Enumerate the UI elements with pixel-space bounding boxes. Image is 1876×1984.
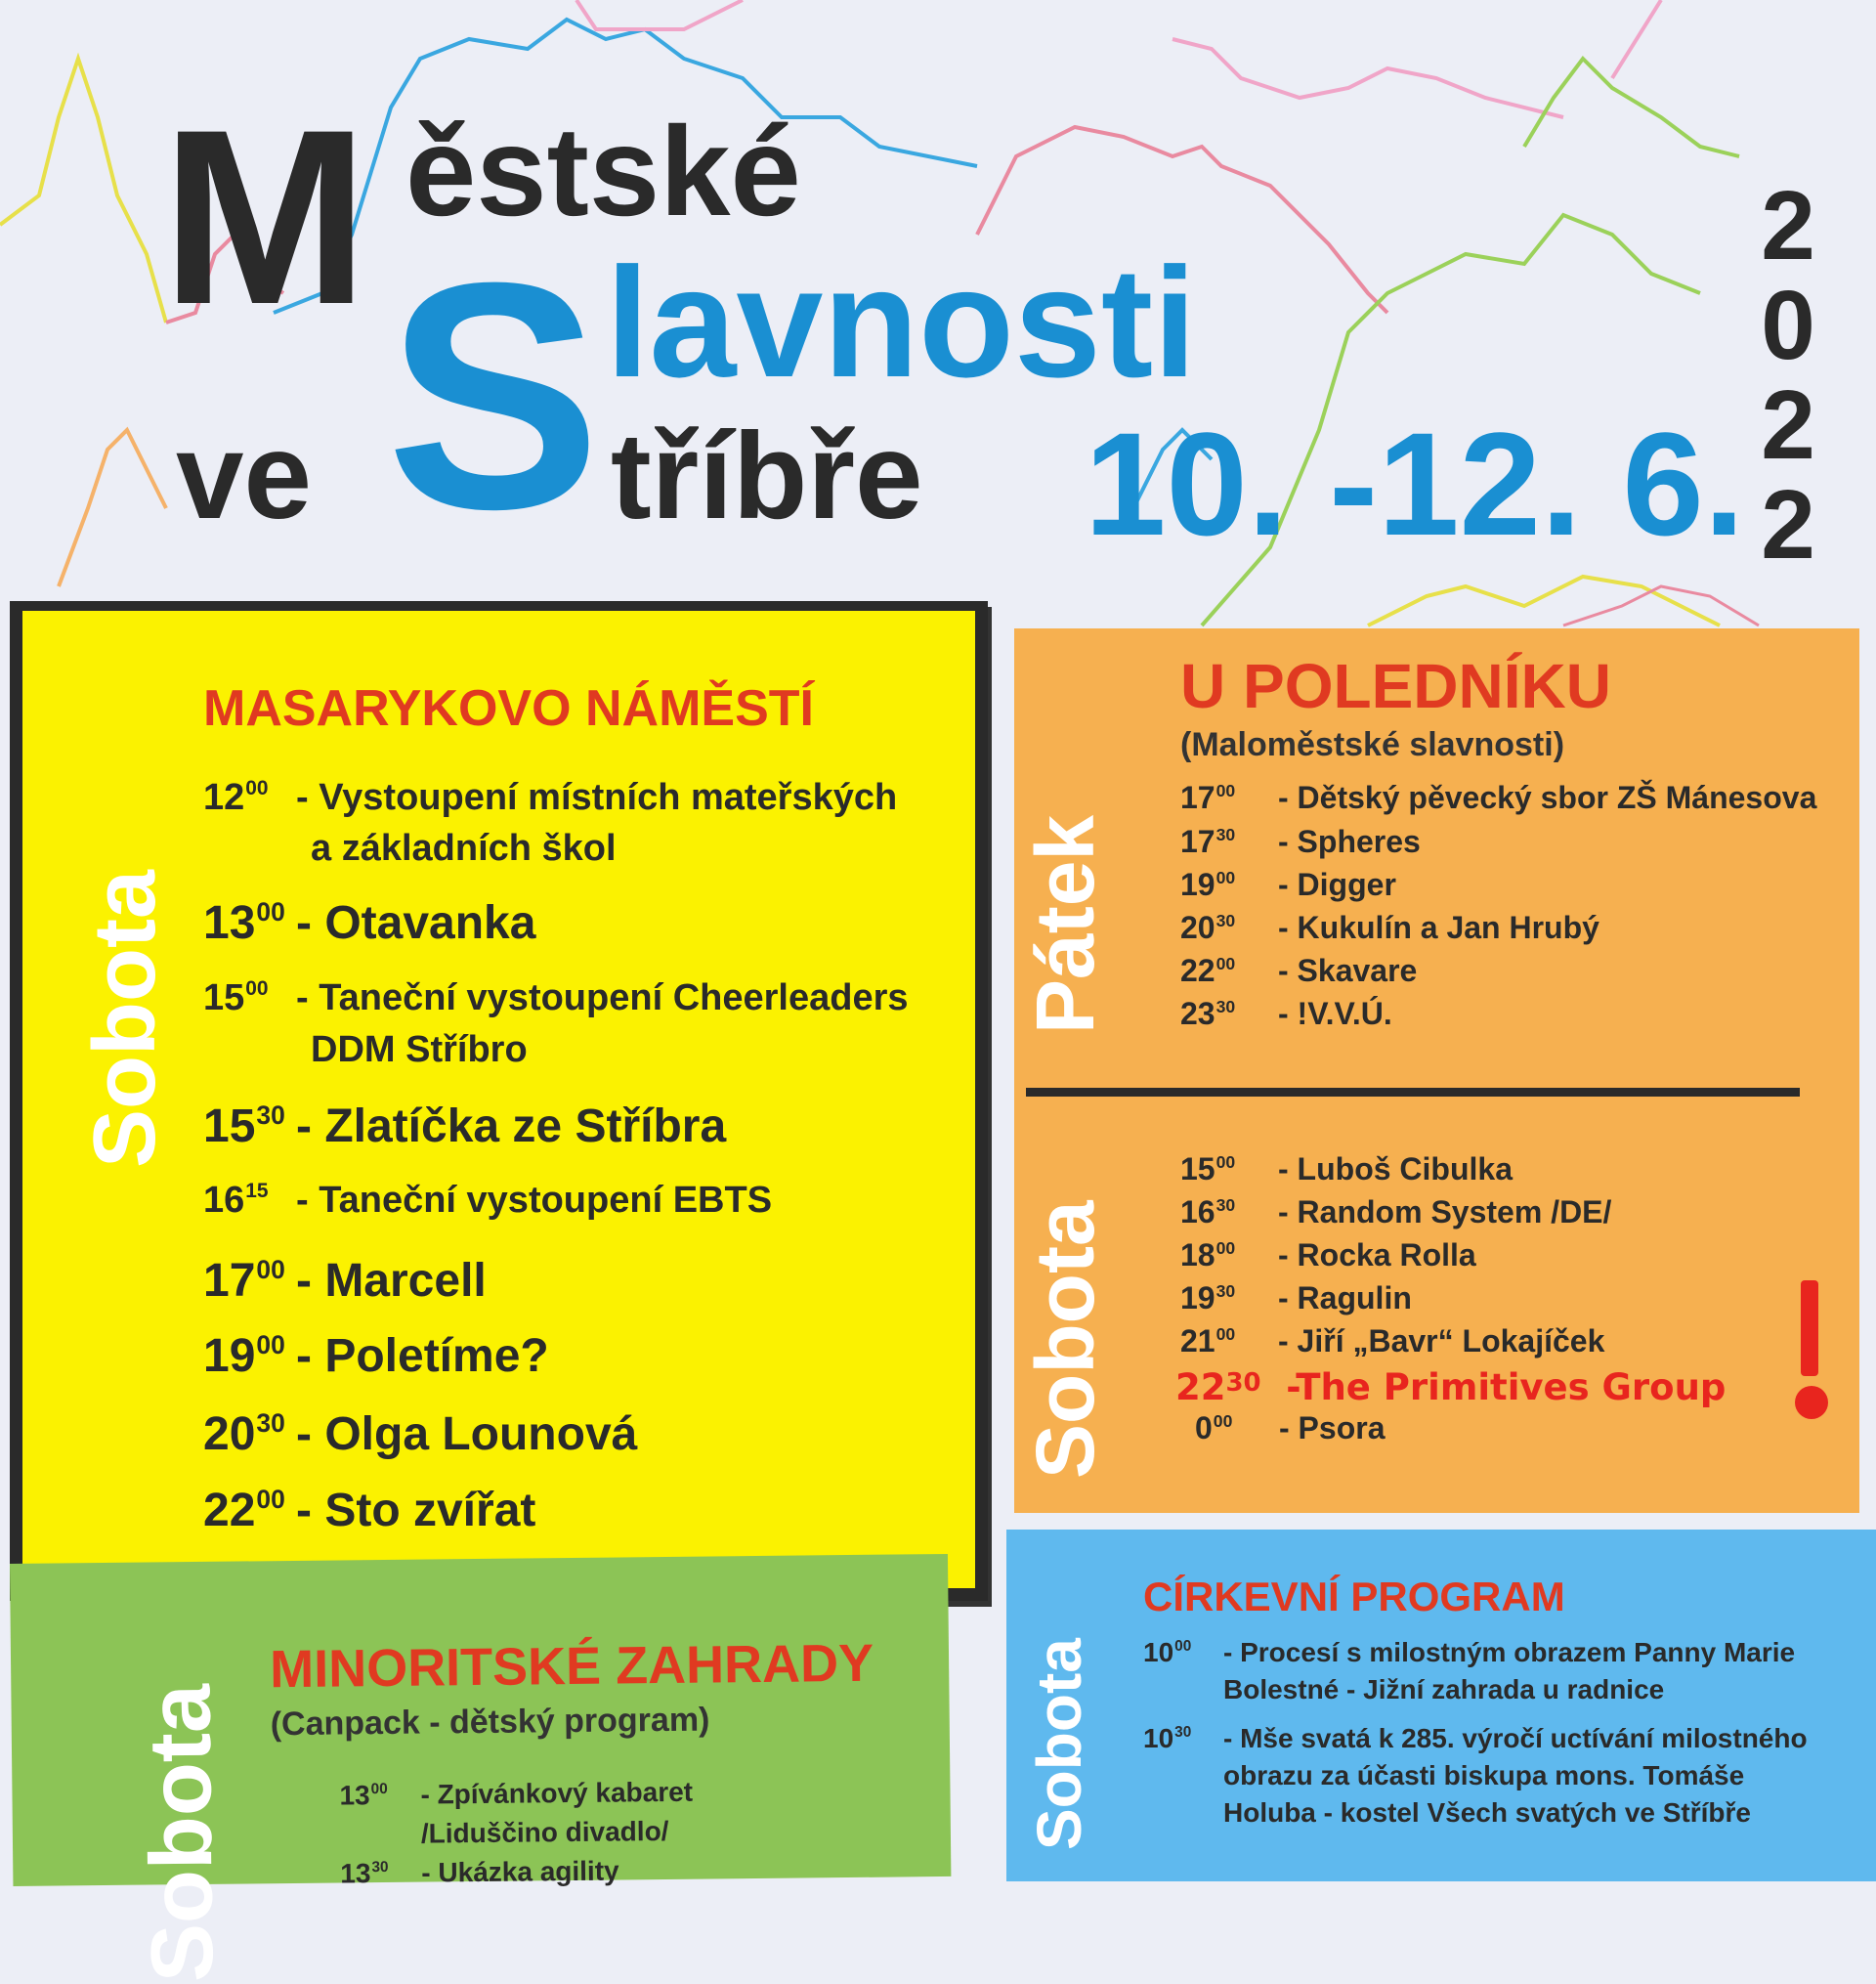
event-text: - Rocka Rolla [1278,1237,1476,1272]
event-text: - Ragulin [1278,1280,1412,1315]
list-item [339,1777,693,1812]
time-label: $15^{00}$ [203,977,269,1018]
event-text: - Procesí s milostným obrazem Panny Marie [1223,1637,1796,1667]
event-text: - Taneční vystoupení Cheerleaders [296,977,909,1018]
festival-year [1744,171,1832,580]
day-label-sobota: Sobota [131,1683,233,1983]
panel-subtitle: (Maloměstské slavnosti) [1180,726,1565,763]
list-item [1143,1637,1795,1668]
event-text: - Otavanka [296,897,536,949]
list-item [1180,867,1396,903]
time-label: $16^{15}$ [203,1180,269,1221]
title-letter-m: M [161,78,369,357]
event-text: - Ukázka agility [421,1855,619,1888]
time-label: $20^{30}$ [1180,910,1236,945]
time-label: $17^{30}$ [1180,824,1236,859]
event-text: - Marcell [296,1255,487,1307]
list-item [203,977,909,1019]
time-label: $16^{30}$ [1180,1194,1236,1229]
day-label-patek: Pátek [1019,814,1111,1034]
event-text: DDM Stříbro [311,1029,528,1070]
time-label: $19^{00}$ [203,1329,285,1382]
day-label-sobota: Sobota [1024,1638,1094,1850]
panel-masarykovo-namesti [10,601,988,1601]
list-item [1223,1760,1744,1791]
day-label-sobota: Sobota [76,870,174,1168]
highlight-row: $22^{30}$ -The Primitives Group [1175,1366,1727,1408]
list-item [203,1407,637,1461]
event-text: - Spheres [1278,824,1421,859]
event-text: - Luboš Cibulka [1278,1151,1513,1186]
event-text: - Kukulín a Jan Hrubý [1278,910,1599,945]
panel-subtitle: (Canpack - dětský program) [270,1701,710,1744]
list-item [203,1100,726,1153]
year-digit: 0 [1761,271,1815,380]
day-label-sobota: Sobota [1019,1200,1111,1479]
event-text: - Sto zvířat [296,1485,536,1536]
event-text: Bolestné - Jižní zahrada u radnice [1223,1674,1665,1704]
list-item [1180,1280,1412,1316]
time-label: $19^{30}$ [1180,1280,1236,1315]
time-label: $22^{00}$ [203,1484,285,1536]
title-word-mestske: ěstské [405,100,801,242]
list-item [203,1254,487,1308]
event-text: - Random System /DE/ [1278,1194,1612,1229]
list-item [1180,824,1421,860]
list-item [1180,1323,1604,1359]
list-item [1223,1797,1751,1829]
list-item [203,777,897,819]
time-label: $21^{00}$ [1180,1323,1236,1359]
list-item [1180,1237,1476,1273]
time-label: $10^{30}$ [1143,1723,1192,1753]
time-label: $10^{00}$ [1143,1637,1192,1667]
event-text: - Zpívánkový kabaret [420,1776,694,1810]
time-label: $12^{00}$ [203,777,269,818]
event-text: - Dětský pěvecký sbor ZŠ Mánesova [1278,780,1817,815]
list-item: $0^{00}$ - Psora [1195,1410,1386,1445]
event-text: - Mše svatá k 285. výročí uctívání milostného [1223,1723,1808,1753]
time-label: $18^{00}$ [1180,1237,1236,1272]
time-label: $19^{00}$ [1180,867,1236,902]
list-item [203,1329,549,1383]
time-label: $15^{30}$ [203,1100,285,1152]
list-item [1180,910,1599,946]
list-item [421,1816,669,1850]
time-label: $22^{00}$ [1180,953,1236,988]
list-item [1180,1194,1611,1230]
list-item [203,896,535,950]
time-label: $15^{00}$ [1180,1151,1236,1186]
event-text: - !V.V.Ú. [1278,996,1392,1031]
list-item [203,1484,535,1537]
list-item [203,1180,772,1222]
list-item [340,1855,619,1889]
panel-u-poledniku [1014,628,1859,1513]
event-text: - Vystoupení místních mateřských [296,777,898,818]
title-word-ve: ve [176,409,313,544]
time-label: $17^{00}$ [1180,780,1236,815]
festival-dates: 10. -12. 6. [1085,402,1745,566]
panel-cirkevni-program [1006,1530,1876,1881]
title-word-lavnosti: lavnosti [606,235,1197,410]
time-label: $17^{00}$ [203,1254,285,1307]
list-item [1180,780,1816,816]
list-item [311,828,617,870]
list-item [1180,953,1417,989]
panel-title: U POLEDNÍKU [1180,651,1611,721]
panel-minoritske-zahrady [10,1554,951,1983]
year-digit: 2 [1761,171,1815,280]
year-digit: 2 [1761,470,1815,580]
event-text: a základních škol [311,828,617,869]
divider [1026,1088,1800,1097]
list-item [1223,1674,1664,1705]
event-text: - Taneční vystoupení EBTS [296,1180,773,1221]
event-text: obrazu za účasti biskupa mons. Tomáše [1223,1760,1745,1790]
panel-title: MINORITSKÉ ZAHRADY [269,1633,874,1700]
list-item [311,1029,528,1071]
event-text: - Digger [1278,867,1396,902]
event-text: Holuba - kostel Všech svatých ve Stříbře [1223,1797,1751,1828]
time-label: $13^{30}$ [340,1858,389,1889]
panel-title: CÍRKEVNÍ PROGRAM [1143,1574,1565,1619]
time-label: $23^{30}$ [1180,996,1236,1031]
time-label: $13^{00}$ [339,1780,388,1811]
list-item [1180,996,1392,1032]
exclamation-dot-icon [1795,1386,1828,1419]
event-text: - Olga Lounová [296,1408,638,1460]
exclamation-mark-icon [1801,1280,1818,1376]
list-item [1143,1723,1808,1754]
title-word-stribre: tříbře [611,409,923,544]
time-label: $13^{00}$ [203,896,285,949]
event-text: - Zlatíčka ze Stříbra [296,1100,727,1152]
title-letter-s: S [386,215,602,576]
event-text: /Liduščino divadlo/ [420,1815,669,1849]
time-label: $20^{30}$ [203,1407,285,1460]
panel-title: MASARYKOVO NÁMĚSTÍ [203,680,814,737]
year-digit: 2 [1761,370,1815,480]
event-text: - Jiří „Bavr“ Lokajíček [1278,1323,1605,1359]
list-item [1180,1151,1513,1187]
event-text: - Poletíme? [296,1330,549,1382]
event-text: - Skavare [1278,953,1418,988]
